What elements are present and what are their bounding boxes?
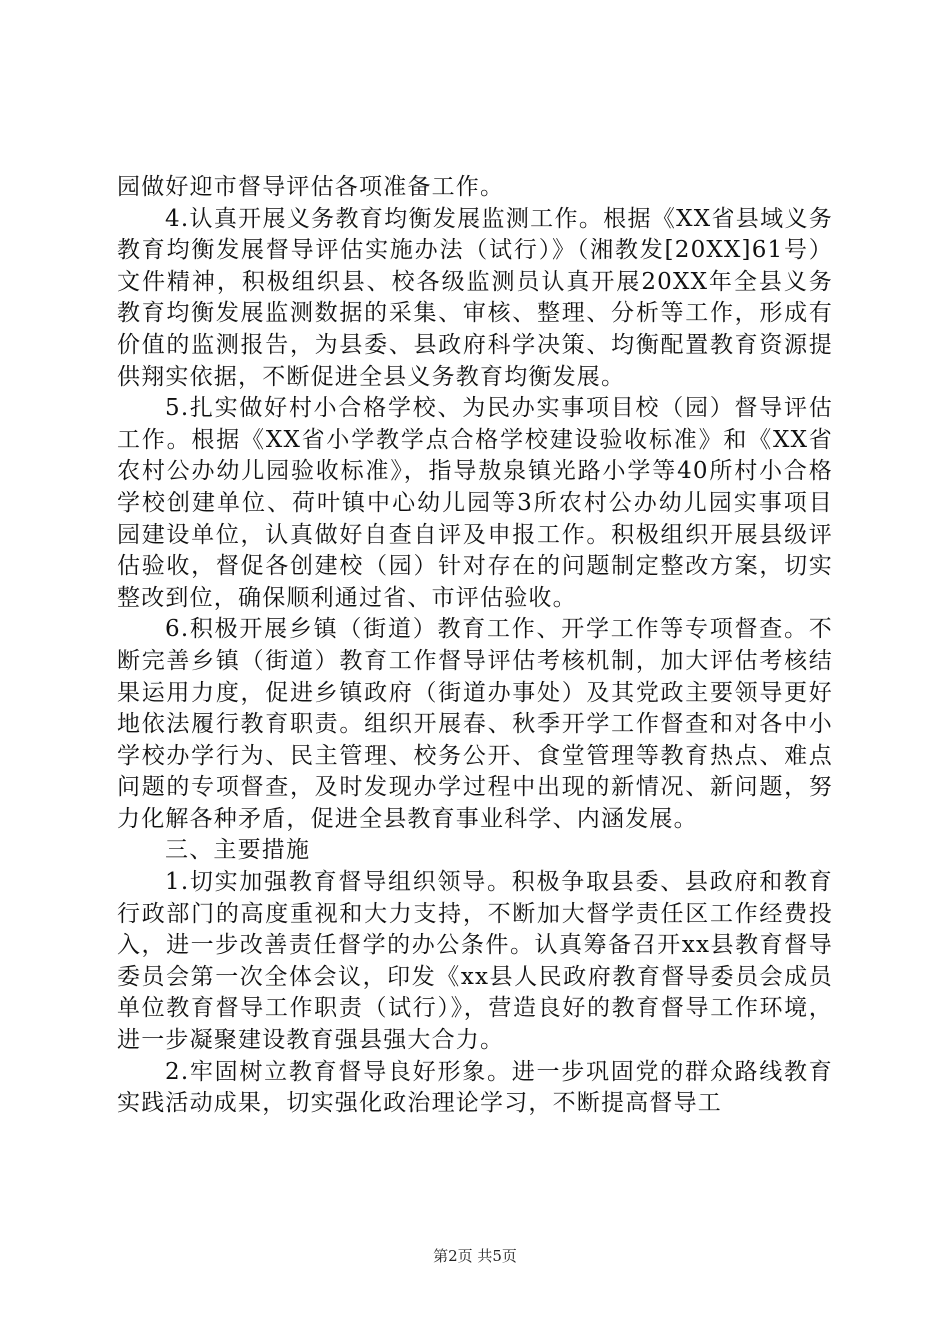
section-heading-main-measures: 三、主要措施: [165, 837, 311, 864]
paragraph-item-4-monitoring: 4.认真开展义务教育均衡发展监测工作。根据《XX省县域义务教育均衡发展督导评估实施办法（试行）》（湘教发[20XX]61号）文件精神，积极组织县、校各级监测员认真开展20XX年全县义务教育均衡发展监测数据的采集、审核、整理、分析等工作，形成有价值的监测报告，为县委、县政府科学决策、均衡配置教育资源提供翔实依据，不断促进全县义务教育均衡发展。: [117, 205, 833, 390]
paragraph-measure-1-leadership: 1.切实加强教育督导组织领导。积极争取县委、县政府和教育行政部门的高度重视和大力支持，不断加大督学责任区工作经费投入，进一步改善责任督学的办公条件。认真筹备召开xx县教育督导委员会第一次全体会议，印发《xx县人民政府教育督导委员会成员单位教育督导工作职责（试行）》，营造良好的教育督导工作环境，进一步凝聚建设教育强县强大合力。: [117, 869, 833, 1054]
paragraph-item-6-inspection: 6.积极开展乡镇（街道）教育工作、开学工作等专项督查。不断完善乡镇（街道）教育工作督导评估考核机制，加大评估考核结果运用力度，促进乡镇政府（街道办事处）及其党政主要领导更好地依法履行教育职责。组织开展春、秋季开学工作督查和对各中小学校办学行为、民主管理、校务公开、食堂管理等教育热点、难点问题的专项督查，及时发现办学过程中出现的新情况、新问题，努力化解各种矛盾，促进全县教育事业科学、内涵发展。: [117, 616, 833, 832]
document-body: [117, 172, 833, 1120]
page-number-footer: 第2页 共5页: [433, 1247, 517, 1265]
paragraph-measure-2-image: 2.牢固树立教育督导良好形象。进一步巩固党的群众路线教育实践活动成果，切实强化政治理论学习，不断提高督导工: [117, 1058, 833, 1117]
paragraph-continuation: 园做好迎市督导评估各项准备工作。: [117, 174, 505, 200]
paragraph-item-5-evaluation: 5.扎实做好村小合格学校、为民办实事项目校（园）督导评估工作。根据《XX省小学教学点合格学校建设验收标准》和《XX省农村公办幼儿园验收标准》，指导敖泉镇光路小学等40所村小合格学校创建单位、荷叶镇中心幼儿园等3所农村公办幼儿园实事项目园建设单位，认真做好自查自评及申报工作。积极组织开展县级评估验收，督促各创建校（园）针对存在的问题制定整改方案，切实整改到位，确保顺利通过省、市评估验收。: [117, 395, 833, 611]
